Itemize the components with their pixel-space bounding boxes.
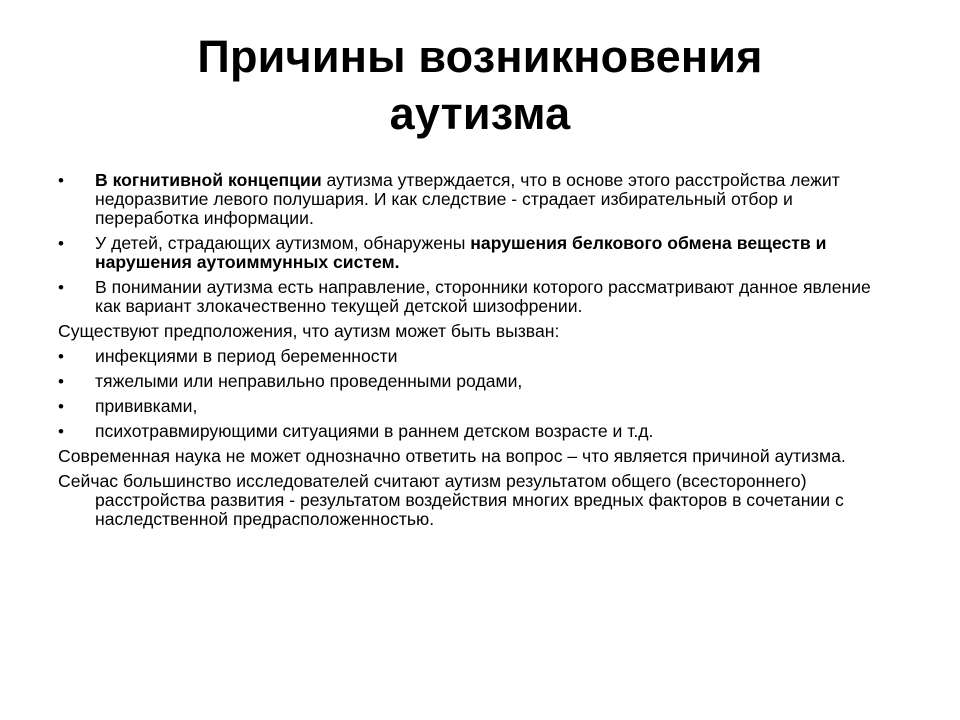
text-run: прививками, [95,396,198,416]
text-run: У детей, страдающих аутизмом, обнаружены [95,233,471,253]
paragraph [58,322,888,341]
text-run: Современная наука не может однозначно ответить на вопрос – что является причиной аутизма. [58,446,846,466]
paragraph [58,472,888,529]
bullet-item [58,347,888,366]
bullet-item [58,278,888,316]
bullet-mark: • [58,422,64,441]
bullet-mark: • [58,397,64,416]
text-run: Сейчас большинство исследователей считают аутизм результатом общего (всестороннего) расстройства развития - результатом воздействия многих вредных факторов в сочетании с наследственной предрасположенностью. [58,471,844,529]
bullet-item [58,422,888,441]
bullet-mark: • [58,171,64,190]
bullet-mark: • [58,278,64,297]
bullet-item [58,397,888,416]
title-line-1: Причины возникновения [197,31,763,82]
bullet-item [58,372,888,391]
bullet-mark: • [58,347,64,366]
bullet-mark: • [58,372,64,391]
text-run: инфекциями в период беременности [95,346,398,366]
text-run: психотравмирующими ситуациями в раннем детском возрасте и т.д. [95,421,654,441]
slide-title [0,28,960,142]
text-run: Существуют предположения, что аутизм может быть вызван: [58,321,560,341]
bullet-item [58,234,888,272]
text-run: аутизма утверждается, что в основе этого расстройства лежит недоразвитие левого полушария. И как следствие - страдает избирательный отбор и переработка информации. [95,170,840,228]
bullet-mark: • [58,234,64,253]
emphasized-text: нарушения белкового обмена веществ и нарушения аутоиммунных систем. [95,233,827,272]
bullet-item [58,171,888,228]
emphasized-text: В когнитивной концепции [95,170,322,190]
title-line-2: аутизма [389,88,571,139]
text-run: В понимании аутизма есть направление, сторонники которого рассматривают данное явление как вариант злокачественно текущей детской шизофрении. [95,277,871,316]
paragraph [58,447,888,466]
text-run: тяжелыми или неправильно проведенными родами, [95,371,523,391]
slide-body [58,171,888,535]
